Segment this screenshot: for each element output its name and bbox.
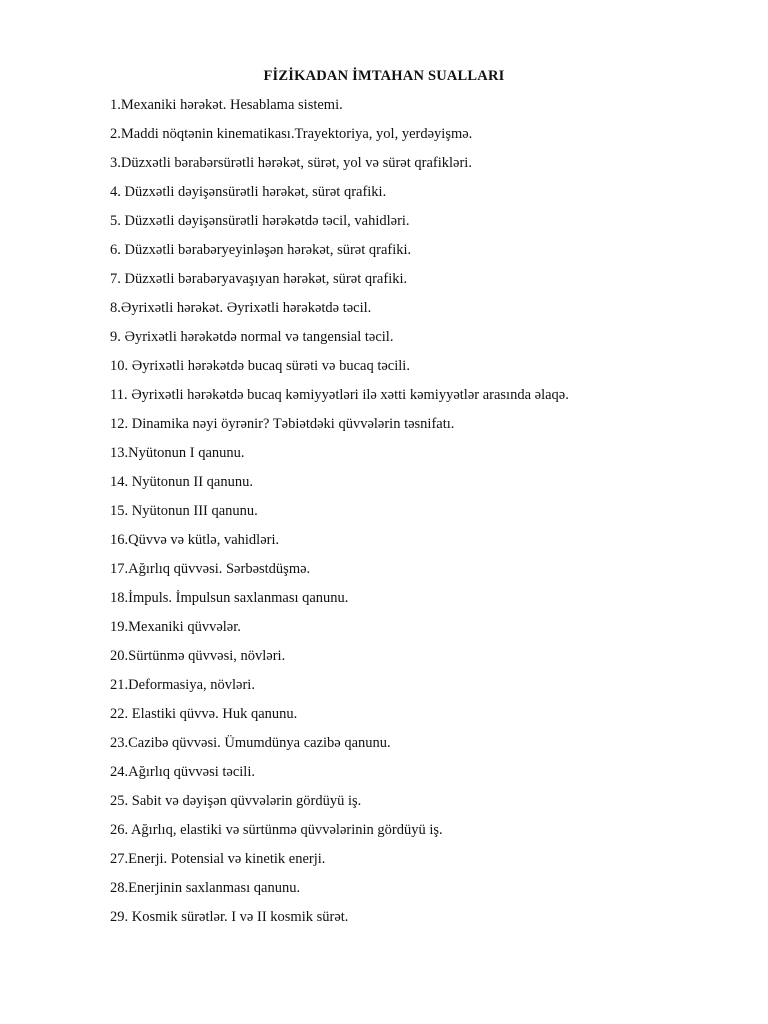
question-item: 4. Düzxətli dəyişənsürətli hərəkət, sürət qrafiki. [110,184,387,200]
question-item: 16.Qüvvə və kütlə, vahidləri. [110,532,280,548]
question-item: 25. Sabit və dəyişən qüvvələrin gördüyü iş. [110,793,362,809]
question-item: 27.Enerji. Potensial və kinetik enerji. [110,851,326,867]
question-item: 22. Elastiki qüvvə. Huk qanunu. [110,706,298,722]
question-item: 8.Əyrixətli hərəkət. Əyrixətli hərəkətdə təcil. [110,300,372,316]
question-item: 21.Deformasiya, növləri. [110,677,255,693]
question-item: 26. Ağırlıq, elastiki və sürtünmə qüvvələrinin gördüyü iş. [110,822,443,838]
document-title: FİZİKADAN İMTAHAN SUALLARI [263,68,505,84]
question-item: 23.Cazibə qüvvəsi. Ümumdünya cazibə qanunu. [110,735,391,751]
question-item: 9. Əyrixətli hərəkətdə normal və tangensial təcil. [110,329,394,345]
question-item: 29. Kosmik sürətlər. I və II kosmik sürət. [110,909,349,925]
question-item: 3.Düzxətli bərabərsürətli hərəkət, sürət, yol və sürət qrafikləri. [110,155,472,171]
question-item: 11. Əyrixətli hərəkətdə bucaq kəmiyyətləri ilə xətti kəmiyyətlər arasında əlaqə. [110,387,569,403]
question-item: 14. Nyütonun II qanunu. [110,474,253,490]
question-item: 1.Mexaniki hərəkət. Hesablama sistemi. [110,97,343,113]
question-item: 6. Düzxətli bərabəryeyinləşən hərəkət, sürət qrafiki. [110,242,412,258]
question-item: 19.Mexaniki qüvvələr. [110,619,241,635]
question-item: 20.Sürtünmə qüvvəsi, növləri. [110,648,286,664]
question-item: 17.Ağırlıq qüvvəsi. Sərbəstdüşmə. [110,561,311,577]
question-item: 13.Nyütonun I qanunu. [110,445,245,461]
question-item: 24.Ağırlıq qüvvəsi təcili. [110,764,255,780]
question-item: 18.İmpuls. İmpulsun saxlanması qanunu. [110,590,349,606]
question-item: 10. Əyrixətli hərəkətdə bucaq sürəti və bucaq təcili. [110,358,410,374]
question-item: 28.Enerjinin saxlanması qanunu. [110,880,301,896]
question-item: 12. Dinamika nəyi öyrənir? Təbiətdəki qüvvələrin təsnifatı. [110,416,455,432]
question-item: 7. Düzxətli bərabəryavaşıyan hərəkət, sürət qrafiki. [110,271,408,287]
question-item: 2.Maddi nöqtənin kinematikası.Trayektoriya, yol, yerdəyişmə. [110,126,473,142]
question-item: 15. Nyütonun III qanunu. [110,503,258,519]
question-list [110,95,730,936]
question-item: 5. Düzxətli dəyişənsürətli hərəkətdə təcil, vahidləri. [110,213,410,229]
